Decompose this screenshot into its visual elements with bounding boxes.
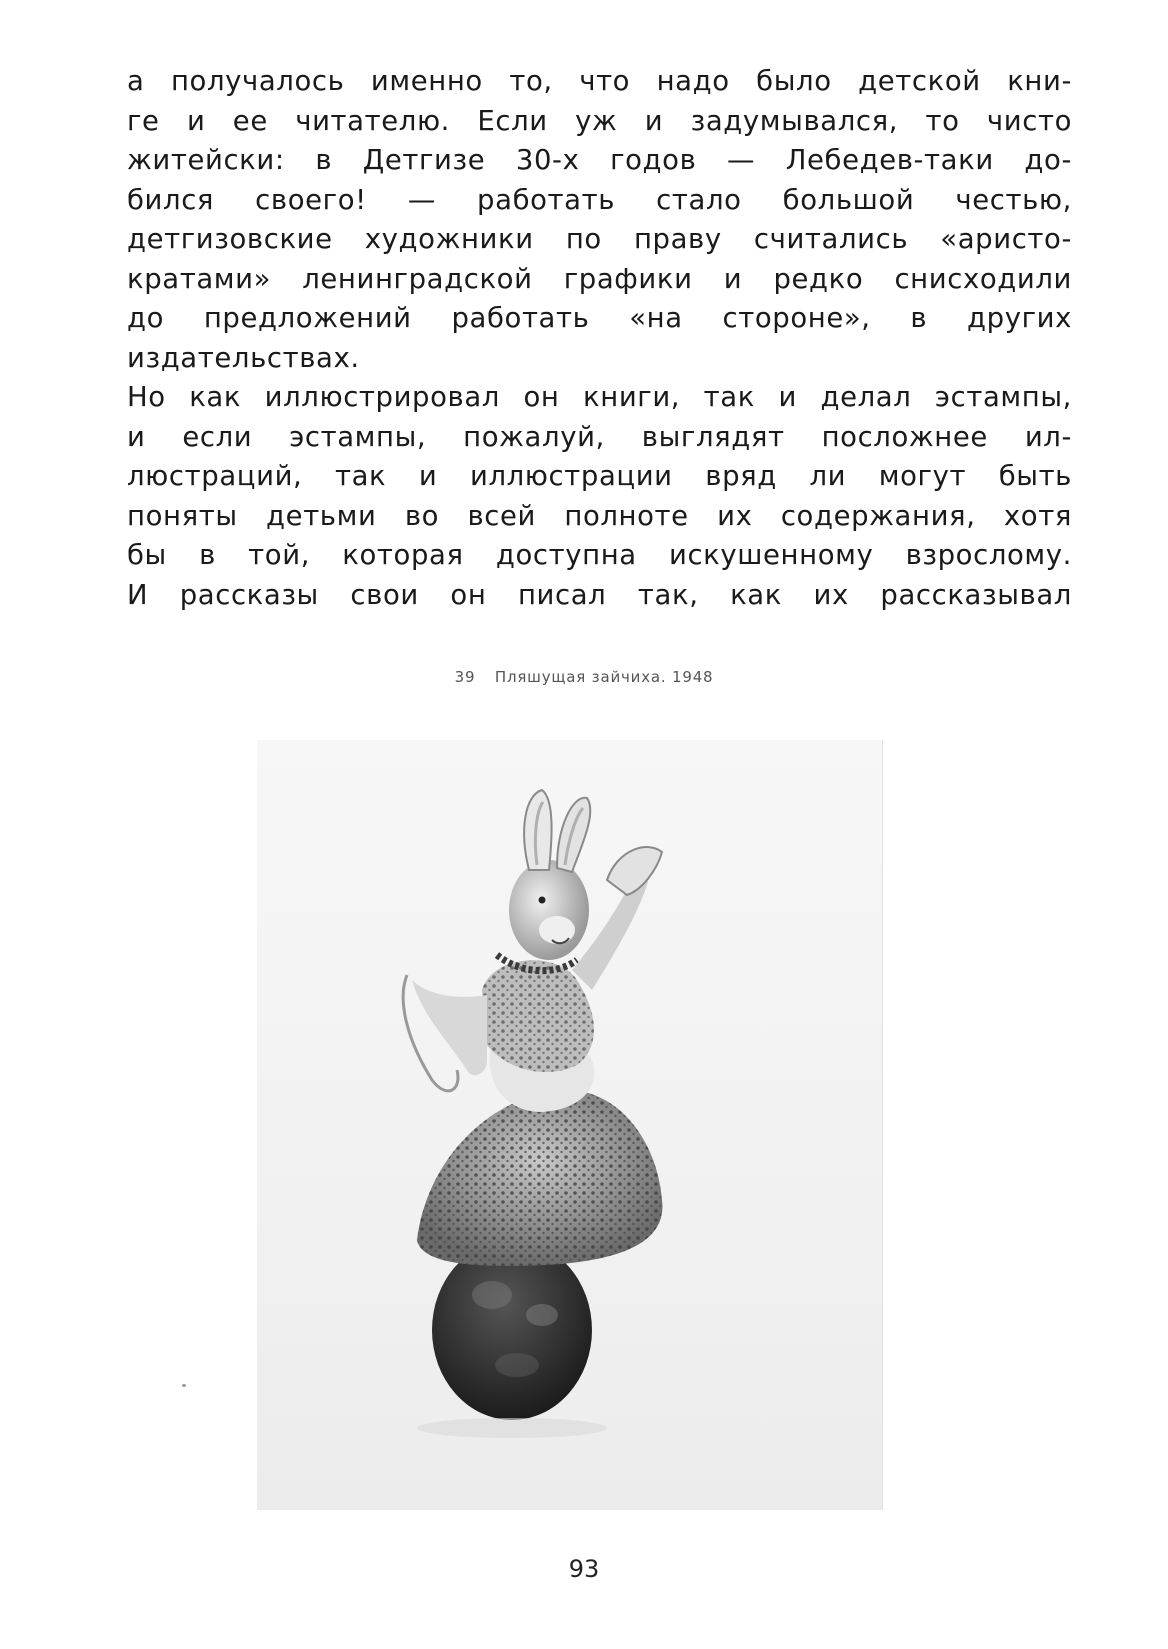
print-speck	[182, 1384, 186, 1387]
figure-title: Пляшущая зайчиха. 1948	[494, 668, 714, 686]
text-line: до предложений работать «на стороне», в других	[127, 302, 1072, 334]
figure-number: 39	[454, 668, 476, 686]
figure-caption	[0, 668, 1168, 686]
text-line: И рассказы свои он писал так, как их рассказывал	[127, 578, 1072, 611]
text-line: поняты детьми во всей полноте их содержания, хотя	[127, 499, 1072, 532]
text-line: Но как иллюстрировал он книги, так и делал эстампы,	[127, 381, 1072, 413]
text-line: и если эстампы, пожалуй, выглядят посложнее ил-	[127, 420, 1072, 453]
text-line: ге и ее читателю. Если уж и задумывался, то чисто	[127, 104, 1072, 137]
text-line: детгизовские художники по праву считались «аристо-	[127, 223, 1072, 255]
dancing-hare-figurine-illustration	[257, 740, 882, 1510]
text-line: а получалось именно то, что надо было детской кни-	[127, 65, 1072, 97]
body-text	[127, 62, 1072, 615]
text-line: житейски: в Детгизе 30-х годов — Лебедев-таки до-	[127, 144, 1072, 176]
text-line: кратами» ленинградской графики и редко снисходили	[127, 262, 1072, 295]
figurine-photo	[257, 740, 883, 1510]
text-line: бы в той, которая доступна искушенному взрослому.	[127, 539, 1072, 571]
text-line: издательствах.	[127, 341, 360, 374]
text-line: бился своего! — работать стало большой честью,	[127, 183, 1072, 216]
text-line: люстраций, так и иллюстрации вряд ли могут быть	[127, 460, 1072, 492]
page-number: 93	[568, 1555, 600, 1583]
